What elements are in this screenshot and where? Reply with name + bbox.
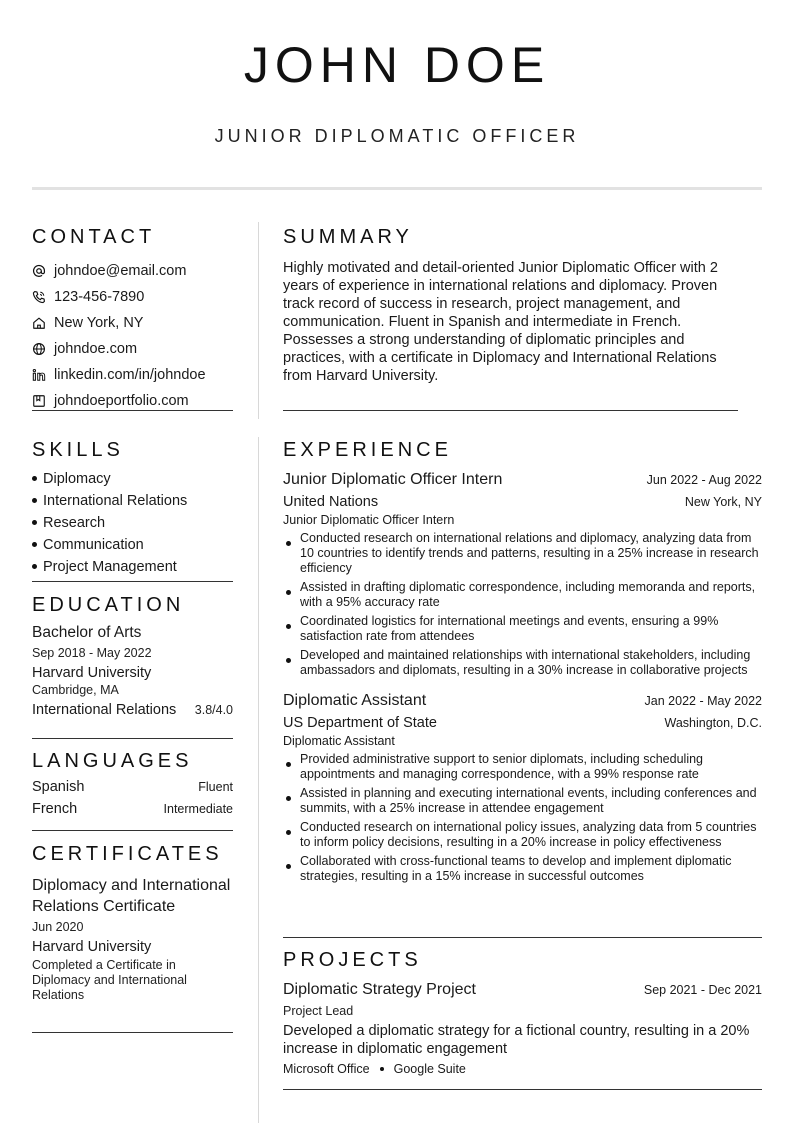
project-name: Diplomatic Strategy Project <box>283 981 476 998</box>
candidate-role: JUNIOR DIPLOMATIC OFFICER <box>214 126 580 146</box>
job-bullet <box>283 786 762 816</box>
project-tool: Microsoft Office <box>283 1062 370 1076</box>
job-title: Diplomatic Assistant <box>283 692 427 709</box>
projects-section <box>283 947 762 1076</box>
skills-section <box>32 437 233 578</box>
certificates-title: CERTIFICATES <box>32 843 223 865</box>
language-level: Fluent <box>198 780 233 794</box>
projects-divider <box>283 1089 762 1090</box>
contact-portfolio-text: johndoeportfolio.com <box>54 393 189 409</box>
globe-icon <box>32 342 46 356</box>
language-row <box>32 779 233 801</box>
project-tool: Google Suite <box>393 1062 466 1076</box>
contact-section <box>32 224 233 414</box>
job-company-row <box>283 494 762 510</box>
summary-section <box>283 224 762 385</box>
bullet-dot <box>283 580 300 610</box>
job-bullet-text: Developed and maintained relationships with international stakeholders, including ambassadors and diplomats, resulting in a 30% increase in collaborative projects <box>300 648 751 677</box>
certificate-date: Jun 2020 <box>32 920 84 934</box>
contact-website[interactable] <box>32 336 233 362</box>
job-title: Junior Diplomatic Officer Intern <box>283 471 503 488</box>
education-field-row <box>32 702 233 718</box>
contact-linkedin[interactable] <box>32 362 233 388</box>
contact-list <box>32 258 233 414</box>
bullet-dot <box>283 854 300 884</box>
header-divider <box>32 187 762 190</box>
job-bullets <box>283 531 762 678</box>
skill-label: Project Management <box>43 559 177 575</box>
language-name: French <box>32 801 78 817</box>
bullet-dot <box>380 1067 384 1071</box>
job-bullet <box>283 820 762 850</box>
contact-title: CONTACT <box>32 226 156 248</box>
skill-item <box>32 468 233 490</box>
home-icon <box>32 316 46 330</box>
summary-text: Highly motivated and detail-oriented Junior Diplomatic Officer with 2 years of experience in international relations and diplomacy. Proven track record of success in research, project management, and communication. Fluent in Spanish and intermediate in French. Possesses a strong understanding of diplomatic principles and practices, with a certificate in Diplomacy and International Relations from Harvard University. <box>283 260 718 384</box>
project-header-row <box>283 981 762 999</box>
job-bullet <box>283 752 762 782</box>
bullet-dot <box>32 542 37 547</box>
bullet-dot <box>283 820 300 850</box>
portfolio-icon <box>32 394 46 408</box>
job-header-row <box>283 471 762 489</box>
education-section <box>32 592 233 718</box>
contact-email[interactable] <box>32 258 233 284</box>
bullet-dot <box>32 476 37 481</box>
education-dates: Sep 2018 - May 2022 <box>32 646 152 660</box>
skill-item <box>32 534 233 556</box>
column-divider-top <box>258 222 259 419</box>
job-bullet <box>283 531 762 576</box>
languages-divider <box>32 830 233 831</box>
job-bullet-text: Conducted research on international relations and diplomacy, analyzing data from 10 countries to identify trends and patterns, resulting in a 25% increase in research efficiency <box>300 531 759 575</box>
job-bullet-text: Assisted in drafting diplomatic correspondence, including memoranda and reports, with a 95% accuracy rate <box>300 580 756 609</box>
skill-item <box>32 490 233 512</box>
certificate-name: Diplomacy and International Relations Certificate <box>32 877 231 915</box>
projects-title: PROJECTS <box>283 949 422 971</box>
skill-item <box>32 556 233 578</box>
education-field: International Relations <box>32 702 177 718</box>
language-level: Intermediate <box>163 802 233 816</box>
job-header-row <box>283 692 762 710</box>
contact-location-text: New York, NY <box>54 315 144 331</box>
experience-divider <box>283 937 762 938</box>
summary-divider <box>283 410 738 411</box>
skills-divider <box>32 581 233 582</box>
bullet-dot <box>283 648 300 678</box>
skill-label: Diplomacy <box>43 471 111 487</box>
contact-website-text: johndoe.com <box>54 341 138 357</box>
bullet-dot <box>283 614 300 644</box>
bullet-dot <box>283 786 300 816</box>
skill-item <box>32 512 233 534</box>
language-row <box>32 801 233 823</box>
bullet-dot <box>32 564 37 569</box>
job-company-row <box>283 715 762 731</box>
education-title: EDUCATION <box>32 594 185 616</box>
experience-section <box>283 437 762 888</box>
skills-list <box>32 468 233 578</box>
job-location: Washington, D.C. <box>664 716 762 730</box>
job-bullet <box>283 580 762 610</box>
contact-phone-text: 123-456-7890 <box>54 289 145 305</box>
education-gpa: 3.8/4.0 <box>194 703 233 717</box>
languages-title: LANGUAGES <box>32 750 193 772</box>
education-location: Cambridge, MA <box>32 683 119 697</box>
education-school: Harvard University <box>32 665 152 681</box>
job-bullet <box>283 854 762 884</box>
language-name: Spanish <box>32 779 85 795</box>
job-bullet <box>283 648 762 678</box>
summary-title: SUMMARY <box>283 226 413 248</box>
job-dates: Jun 2022 - Aug 2022 <box>646 473 762 487</box>
project-description: Developed a diplomatic strategy for a fictional country, resulting in a 20% increase in diplomatic engagement <box>283 1023 750 1057</box>
bullet-dot <box>283 531 300 576</box>
linkedin-icon <box>32 368 46 382</box>
column-divider-bottom <box>258 437 259 1123</box>
certificates-section <box>32 841 233 1003</box>
certificate-issuer: Harvard University <box>32 939 152 955</box>
contact-phone[interactable] <box>32 284 233 310</box>
contact-location <box>32 310 233 336</box>
bullet-dot <box>283 752 300 782</box>
project-role: Project Lead <box>283 1004 354 1018</box>
job-bullet-text: Provided administrative support to senior diplomats, including scheduling appointments and managing correspondence, with a 99% response rate <box>300 752 703 781</box>
phone-icon <box>32 290 46 304</box>
education-divider <box>32 738 233 739</box>
contact-email-text: johndoe@email.com <box>54 263 187 279</box>
job-company: US Department of State <box>283 715 437 731</box>
certificate-description: Completed a Certificate in Diplomacy and International Relations <box>32 958 187 1002</box>
job-bullet-text: Assisted in planning and executing international events, including conferences and summits, with a 25% increase in attendee engagement <box>300 786 757 815</box>
job-bullet-text: Coordinated logistics for international meetings and events, ensuring a 99% satisfaction rate from attendees <box>300 614 719 643</box>
job-entry <box>283 692 762 884</box>
job-subtitle: Junior Diplomatic Officer Intern <box>283 513 455 527</box>
job-bullets <box>283 752 762 884</box>
candidate-name: JOHN DOE <box>243 37 551 93</box>
job-location: New York, NY <box>684 495 762 509</box>
bullet-dot <box>32 520 37 525</box>
contact-divider <box>32 410 233 411</box>
experience-title: EXPERIENCE <box>283 439 452 461</box>
project-tools <box>283 1062 762 1076</box>
skill-label: Communication <box>43 537 144 553</box>
skill-label: International Relations <box>43 493 188 509</box>
project-dates: Sep 2021 - Dec 2021 <box>643 983 762 997</box>
at-icon <box>32 264 46 278</box>
bullet-dot <box>32 498 37 503</box>
job-subtitle: Diplomatic Assistant <box>283 734 395 748</box>
languages-list <box>32 779 233 823</box>
skills-title: SKILLS <box>32 439 124 461</box>
languages-section <box>32 748 233 823</box>
contact-linkedin-text: linkedin.com/in/johndoe <box>54 367 206 383</box>
job-dates: Jan 2022 - May 2022 <box>644 694 762 708</box>
job-bullet-text: Conducted research on international policy issues, analyzing data from 5 countries to inform policy decisions, resulting in a 20% increase in policy effectiveness <box>300 820 757 849</box>
job-company: United Nations <box>283 494 379 510</box>
job-entry <box>283 471 762 678</box>
certificates-divider <box>32 1032 233 1033</box>
education-degree: Bachelor of Arts <box>32 624 142 641</box>
job-bullet <box>283 614 762 644</box>
skill-label: Research <box>43 515 106 531</box>
job-bullet-text: Collaborated with cross-functional teams to develop and implement diplomatic strategies, resulting in a 15% increase in successful outcomes <box>300 854 732 883</box>
